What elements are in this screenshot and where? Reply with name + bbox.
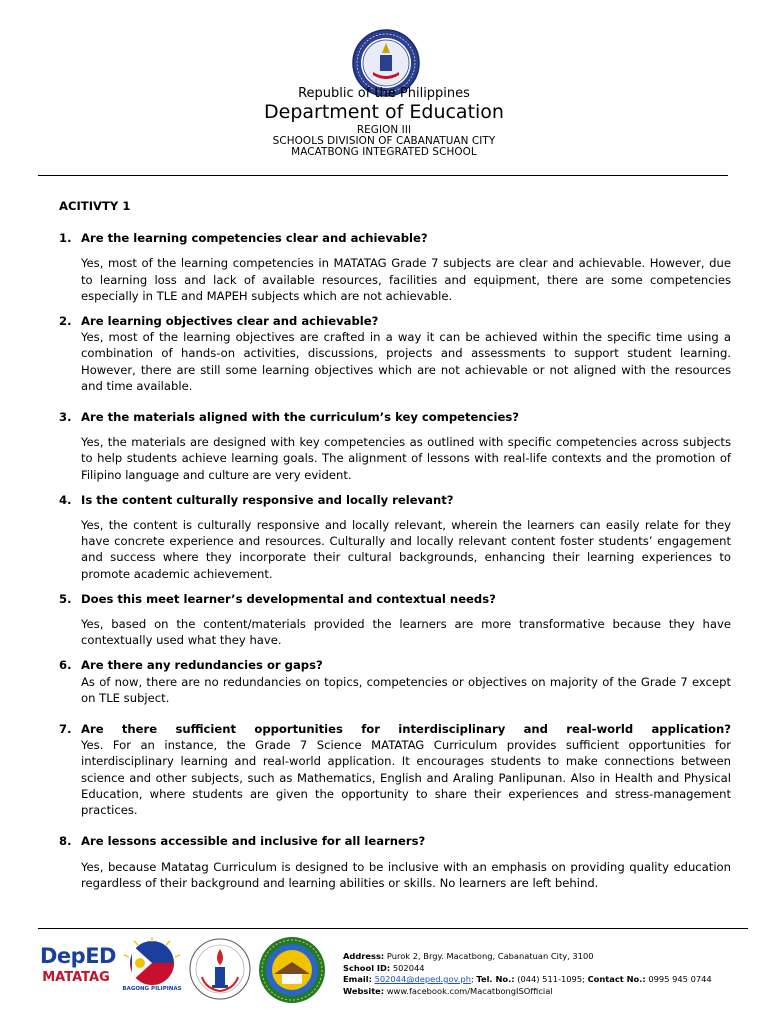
question-text: Are lessons accessible and inclusive for all learners? [81, 834, 426, 849]
email-label: Email: [343, 974, 372, 984]
question-text: Are the learning competencies clear and achievable? [81, 231, 428, 246]
question-6 [59, 657, 731, 673]
header-republic: Republic of the Philippines [298, 86, 470, 101]
email-link[interactable]: 502044@deped.gov.ph [374, 974, 471, 984]
header-division: SCHOOLS DIVISION OF CABANATUAN CITY [272, 135, 496, 147]
bagong-pilipinas-label: BAGONG PILIPINAS [122, 986, 182, 992]
question-text: Are learning objectives clear and achievable? [81, 314, 379, 329]
address-label: Address: [343, 951, 385, 961]
matatag-logo: MATATAG [42, 970, 110, 985]
question-text: Are there sufficient opportunities for interdisciplinary and real-world application? [81, 722, 731, 737]
school-id-value: 502044 [392, 962, 425, 973]
question-number: 7. [59, 722, 72, 737]
question-number: 4. [59, 492, 72, 507]
footer-contact-info [343, 951, 743, 997]
question-5 [59, 591, 731, 607]
question-number: 1. [59, 231, 72, 246]
website-label: Website: [343, 985, 385, 996]
question-1 [59, 230, 731, 246]
school-logo-icon [258, 936, 326, 1004]
question-7 [59, 721, 731, 737]
footer-website-line [343, 986, 743, 998]
tel-label: Tel. No.: [476, 974, 515, 984]
answer-8: Yes, because Matatag Curriculum is designed to be inclusive with an emphasis on providing quality education regardless of their background and learning abilities or skills. No learners are left behind. [81, 859, 731, 890]
question-text: Is the content culturally responsive and locally relevant? [81, 492, 454, 507]
answer-6: As of now, there are no redundancies on topics, competencies or objectives on majority of the Grade 7 except on TLE subject. [81, 674, 731, 705]
school-id-label: School ID: [343, 962, 391, 973]
question-number: 6. [59, 658, 72, 673]
question-4 [59, 492, 731, 508]
deped-logo: DepED [40, 944, 116, 968]
footer-address-line [343, 951, 743, 963]
question-number: 3. [59, 410, 72, 425]
tel-value: (044) 511-1095 [517, 974, 583, 984]
question-2 [59, 313, 731, 329]
footer-school-id-line [343, 963, 743, 975]
answer-2: Yes, most of the learning objectives are crafted in a way it can be achieved within the specific time using a combination of hands-on activities, discussions, projects and assessments to support student learning. However, there are still some learning objectives which are not achievable or not aligned with the resources and time available. [81, 330, 731, 393]
footer-email-line: Email: 502044@deped.gov.ph; Tel. No.: (044) 511-1095; Contact No.: 0995 945 0744 [343, 974, 712, 984]
question-text: Does this meet learner’s developmental and contextual needs? [81, 591, 496, 606]
question-text: Are there any redundancies or gaps? [81, 658, 323, 673]
question-number: 5. [59, 591, 72, 606]
header-region: REGION III [356, 124, 412, 136]
header-department: Department of Education [264, 101, 504, 123]
contact-value: 0995 945 0744 [648, 974, 712, 984]
division-logo-icon [188, 937, 252, 1001]
question-number: 8. [59, 834, 72, 849]
question-number: 2. [59, 314, 72, 329]
answer-5: Yes, based on the content/materials provided the learners are more transformative because they have contextually used what they have. [81, 617, 731, 648]
answer-7: Yes. For an instance, the Grade 7 Science MATATAG Curriculum provides sufficient opportunities for interdisciplinary learning and real-world application. It encourages students to make connections between science and other subjects, such as Mathematics, English and Araling Panlipunan. Also in Health and Physical Education, where students are given the opportunity to share their experiences and stress-management practices. [81, 738, 731, 818]
header-divider [38, 175, 728, 176]
footer-divider [38, 928, 748, 929]
activity-title: ACITIVTY 1 [59, 199, 131, 213]
answer-3: Yes, the materials are designed with key competencies as outlined with specific competencies across subjects to help students achieve learning goals. The alignment of lessons with real-life contexts and the promotion of Filipino language and culture are very evident. [81, 435, 731, 482]
contact-label: Contact No.: [587, 974, 646, 984]
answer-4: Yes, the content is culturally responsive and locally relevant, wherein the learners can easily relate for they have concrete experience and resources. Culturally and locally relevant content foster students’ engagement and success where they incorporate their cultural backgrounds, enhancing their learning experiences to promote academic achievement. [81, 518, 731, 581]
question-text: Are the materials aligned with the curriculum’s key competencies? [81, 410, 519, 425]
activity-content [59, 198, 731, 891]
question-3 [59, 409, 731, 425]
website-link[interactable]: www.facebook.com/MacatbongISOfficial [386, 985, 553, 996]
answer-1: Yes, most of the learning competencies in MATATAG Grade 7 subjects are clear and achievable. However, due to learning loss and lack of available resources, facilities and equipment, there are some competencies especially in TLE and MAPEH subjects which are not achievable. [81, 256, 731, 303]
address-value: Purok 2, Brgy. Macatbong, Cabanatuan City, 3100 [386, 951, 594, 961]
header-school: MACATBONG INTEGRATED SCHOOL [291, 146, 477, 158]
question-8 [59, 833, 731, 849]
